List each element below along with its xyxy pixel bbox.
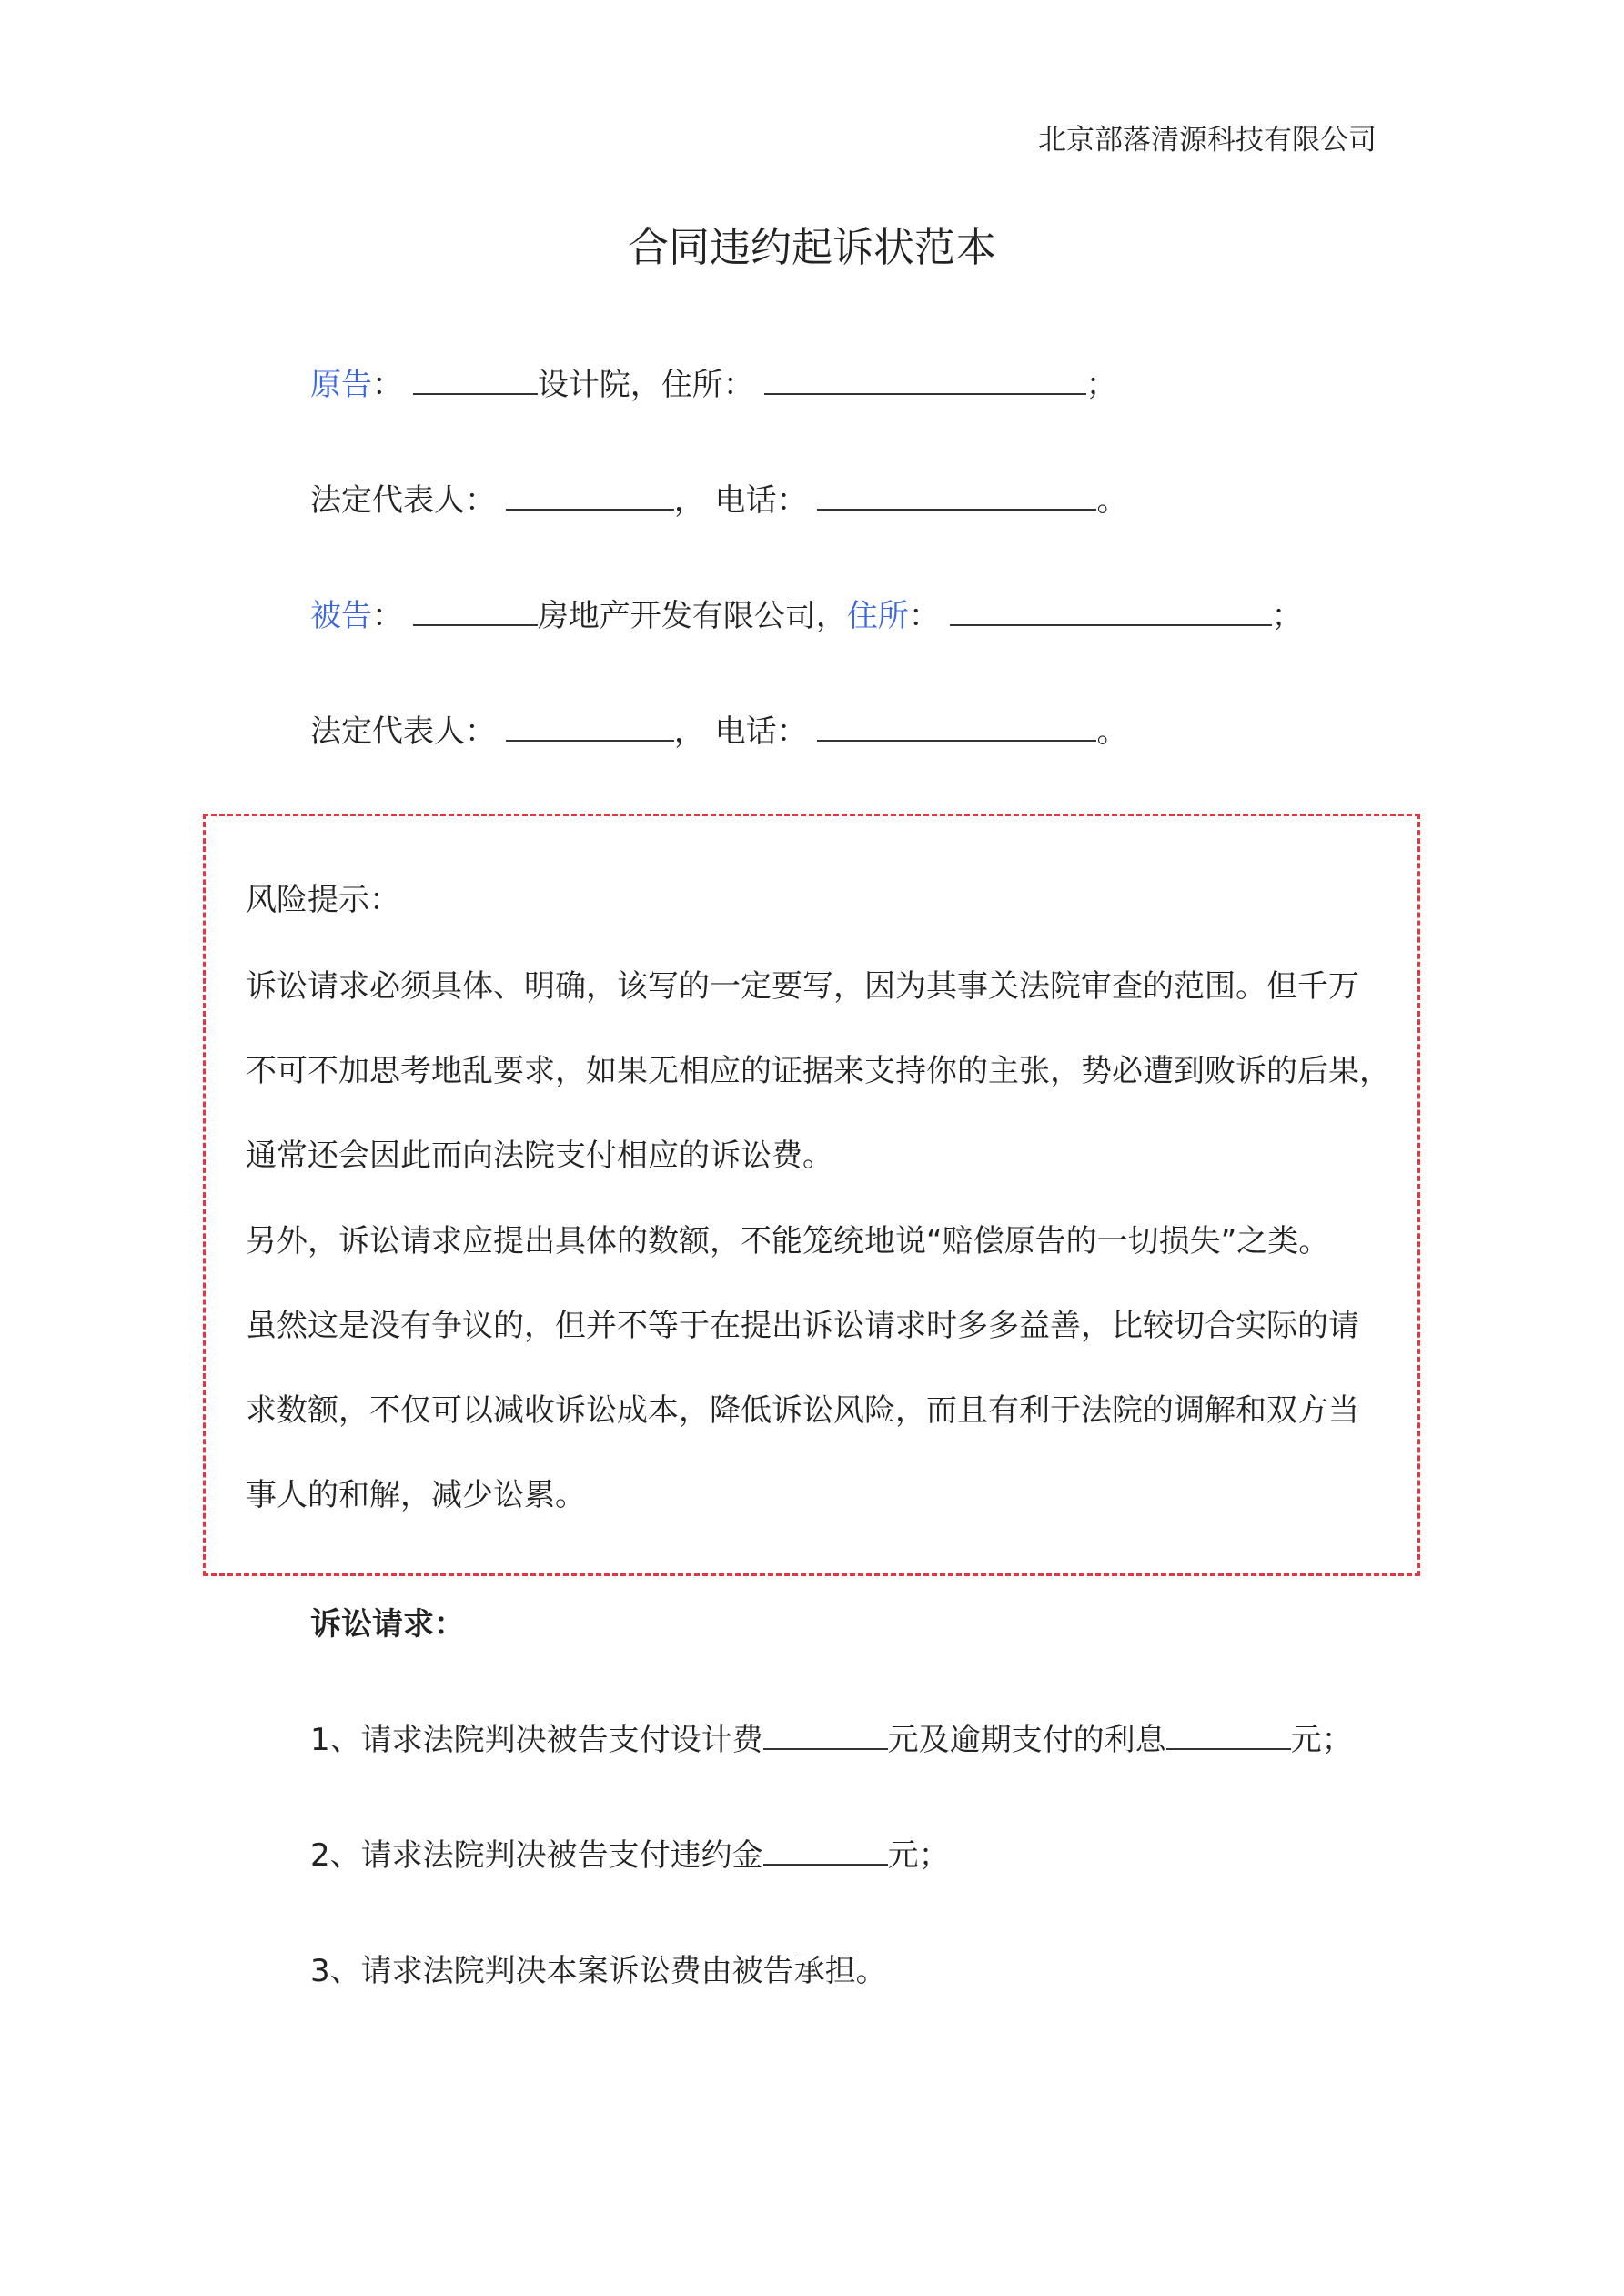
claim-item-1 [310,1720,1353,1760]
claim-text: 元及逾期支付的利息 [887,1722,1166,1758]
risk-tip-line: 另外，诉讼请求应提出具体的数额，不能笼统地说“赔偿原告的一切损失”之类。 [246,1223,1330,1259]
claims-heading: 诉讼请求： [310,1606,465,1643]
phone-label: 电话： [714,713,808,750]
plaintiff-name-suffix: 设计院， [537,367,661,403]
penalty-blank[interactable] [763,1836,888,1866]
colon: ： [908,598,940,634]
defendant-phone-blank[interactable] [817,713,1096,742]
plaintiff-rep-blank[interactable] [506,481,674,511]
risk-tip-line: 通常还会因此而向法院支付相应的诉讼费。 [246,1138,833,1174]
design-fee-blank[interactable] [763,1721,888,1750]
plaintiff-line [310,365,1117,405]
claim-text: 元； [1290,1722,1353,1758]
phone-label: 电话： [714,482,808,519]
risk-tip-line: 诉讼请求必须具体、明确，该写的一定要写，因为其事关法院审查的范围。但千万 [246,968,1359,1005]
claim-text: 元； [887,1837,950,1874]
interest-blank[interactable] [1166,1721,1291,1750]
line-end: 。 [1096,713,1128,750]
plaintiff-address-blank[interactable] [764,366,1086,395]
risk-tip-line: 虽然这是没有争议的，但并不等于在提出诉讼请求时多多益善，比较切合实际的请 [246,1308,1359,1344]
defendant-address-blank[interactable] [950,597,1272,626]
defendant-label-link[interactable]: 被告 [310,598,372,634]
page-title: 合同违约起诉状范本 [627,223,996,271]
rep-label: 法定代表人： [310,713,496,750]
defendant-rep-blank[interactable] [506,713,674,742]
plaintiff-phone-blank[interactable] [817,481,1096,511]
plaintiff-name-blank[interactable] [413,366,538,395]
colon: ： [722,367,754,403]
plaintiff-address-label: 住所 [661,367,723,403]
defendant-line [310,596,1303,636]
claim-text: 2、请求法院判决被告支付违约金 [310,1837,763,1874]
risk-tip-line: 不可不加思考地乱要求，如果无相应的证据来支持你的主张，势必遭到败诉的后果， [246,1053,1390,1089]
rep-label: 法定代表人： [310,482,496,519]
risk-tip-box [203,814,1420,1576]
line-end: ； [1085,367,1117,403]
plaintiff-label-link[interactable]: 原告 [310,367,372,403]
defendant-name-suffix: 房地产开发有限公司， [537,598,847,634]
line-end: ； [1271,598,1303,634]
claim-item-3 [310,1951,887,1991]
separator: ， [673,713,705,750]
colon: ： [372,598,403,634]
claim-item-2 [310,1836,950,1876]
defendant-name-blank[interactable] [413,597,538,626]
separator: ， [673,482,705,519]
risk-tip-heading: 风险提示： [246,882,400,918]
defendant-address-link[interactable]: 住所 [846,598,909,634]
line-end: 。 [1096,482,1128,519]
header-company-name: 北京部落清源科技有限公司 [1038,124,1377,157]
plaintiff-rep-line [310,480,1127,521]
colon: ： [372,367,403,403]
risk-tip-line: 求数额，不仅可以减收诉讼成本，降低诉讼风险，而且有利于法院的调解和双方当 [246,1392,1359,1429]
defendant-rep-line [310,712,1127,752]
claim-text: 1、请求法院判决被告支付设计费 [310,1722,763,1758]
claim-text: 3、请求法院判决本案诉讼费由被告承担。 [310,1953,887,1989]
risk-tip-line: 事人的和解，减少讼累。 [246,1477,586,1513]
